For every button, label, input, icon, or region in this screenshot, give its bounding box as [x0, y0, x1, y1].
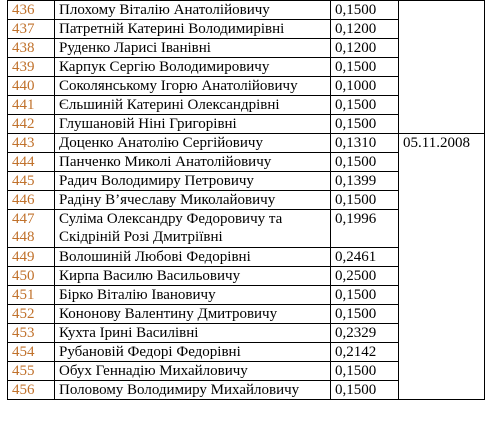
- area-value: 0,1200: [331, 39, 399, 58]
- person-name: Радіну В’ячеславу Миколайовичу: [55, 191, 331, 210]
- person-name: Патретній Катерині Володимирівні: [55, 20, 331, 39]
- person-name: Кононову Валентину Дмитровичу: [55, 305, 331, 324]
- row-number: 446: [8, 191, 55, 210]
- row-number: 443: [8, 134, 55, 153]
- decision-date: 05.11.2008: [399, 134, 485, 400]
- person-name: Суліма Олександру Федоровичу та: [59, 211, 283, 227]
- area-value: 0,1500: [331, 191, 399, 210]
- area-value: 0,1500: [331, 96, 399, 115]
- person-name-pair: [55, 210, 331, 248]
- row-number: 456: [8, 381, 55, 400]
- row-number: 438: [8, 39, 55, 58]
- person-name: Панченко Миколі Анатолійовичу: [55, 153, 331, 172]
- person-name: Волошиній Любові Федорівні: [55, 248, 331, 267]
- area-value: 0,1200: [331, 20, 399, 39]
- person-name: Глушановій Ніні Григорівні: [55, 115, 331, 134]
- row-number: 453: [8, 324, 55, 343]
- person-name: Кухта Ірині Василівні: [55, 324, 331, 343]
- area-value: 0,1500: [331, 362, 399, 381]
- land-allocation-table: [7, 0, 495, 400]
- table-row: [8, 134, 495, 153]
- person-name: Скідріній Розі Дмитріївні: [59, 229, 223, 245]
- row-number: 451: [8, 286, 55, 305]
- row-number-pair: [8, 210, 55, 248]
- area-value: 0,2461: [331, 248, 399, 267]
- person-name: Радич Володимиру Петровичу: [55, 172, 331, 191]
- row-number: 437: [8, 20, 55, 39]
- person-name: Єльшиній Катерині Олександрівні: [55, 96, 331, 115]
- person-name: Обух Геннадію Михайловичу: [55, 362, 331, 381]
- row-number: 455: [8, 362, 55, 381]
- area-value: 0,1399: [331, 172, 399, 191]
- trailing-column: [485, 1, 495, 400]
- row-number: 447: [12, 211, 35, 227]
- area-value: 0,1500: [331, 1, 399, 20]
- person-name: Половому Володимиру Михайловичу: [55, 381, 331, 400]
- person-name: Карпук Сергію Володимировичу: [55, 58, 331, 77]
- row-number: 444: [8, 153, 55, 172]
- row-number: 449: [8, 248, 55, 267]
- area-value: 0,2329: [331, 324, 399, 343]
- person-name: Соколянському Ігорю Анатолійовичу: [55, 77, 331, 96]
- area-value: 0,1000: [331, 77, 399, 96]
- person-name: Доценко Анатолію Сергійовичу: [55, 134, 331, 153]
- person-name: Руденко Ларисі Іванівні: [55, 39, 331, 58]
- row-number: 454: [8, 343, 55, 362]
- person-name: Кирпа Василю Васильовичу: [55, 267, 331, 286]
- area-value: 0,2500: [331, 267, 399, 286]
- date-cell-empty: [399, 1, 485, 134]
- row-number: 448: [12, 229, 35, 245]
- area-value: 0,1500: [331, 381, 399, 400]
- row-number: 445: [8, 172, 55, 191]
- row-number: 452: [8, 305, 55, 324]
- person-name: Бірко Віталію Івановичу: [55, 286, 331, 305]
- area-value: 0,1500: [331, 286, 399, 305]
- area-value: 0,1500: [331, 305, 399, 324]
- row-number: 439: [8, 58, 55, 77]
- area-value: 0,1500: [331, 58, 399, 77]
- row-number: 442: [8, 115, 55, 134]
- area-value: 0,1310: [331, 134, 399, 153]
- area-value: 0,1996: [331, 210, 399, 248]
- row-number: 440: [8, 77, 55, 96]
- person-name: Рубановій Федорі Федорівні: [55, 343, 331, 362]
- row-number: 441: [8, 96, 55, 115]
- row-number: 436: [8, 1, 55, 20]
- person-name: Плохому Віталію Анатолійовичу: [55, 1, 331, 20]
- area-value: 0,1500: [331, 153, 399, 172]
- area-value: 0,1500: [331, 115, 399, 134]
- area-value: 0,2142: [331, 343, 399, 362]
- row-number: 450: [8, 267, 55, 286]
- table-row: [8, 1, 495, 20]
